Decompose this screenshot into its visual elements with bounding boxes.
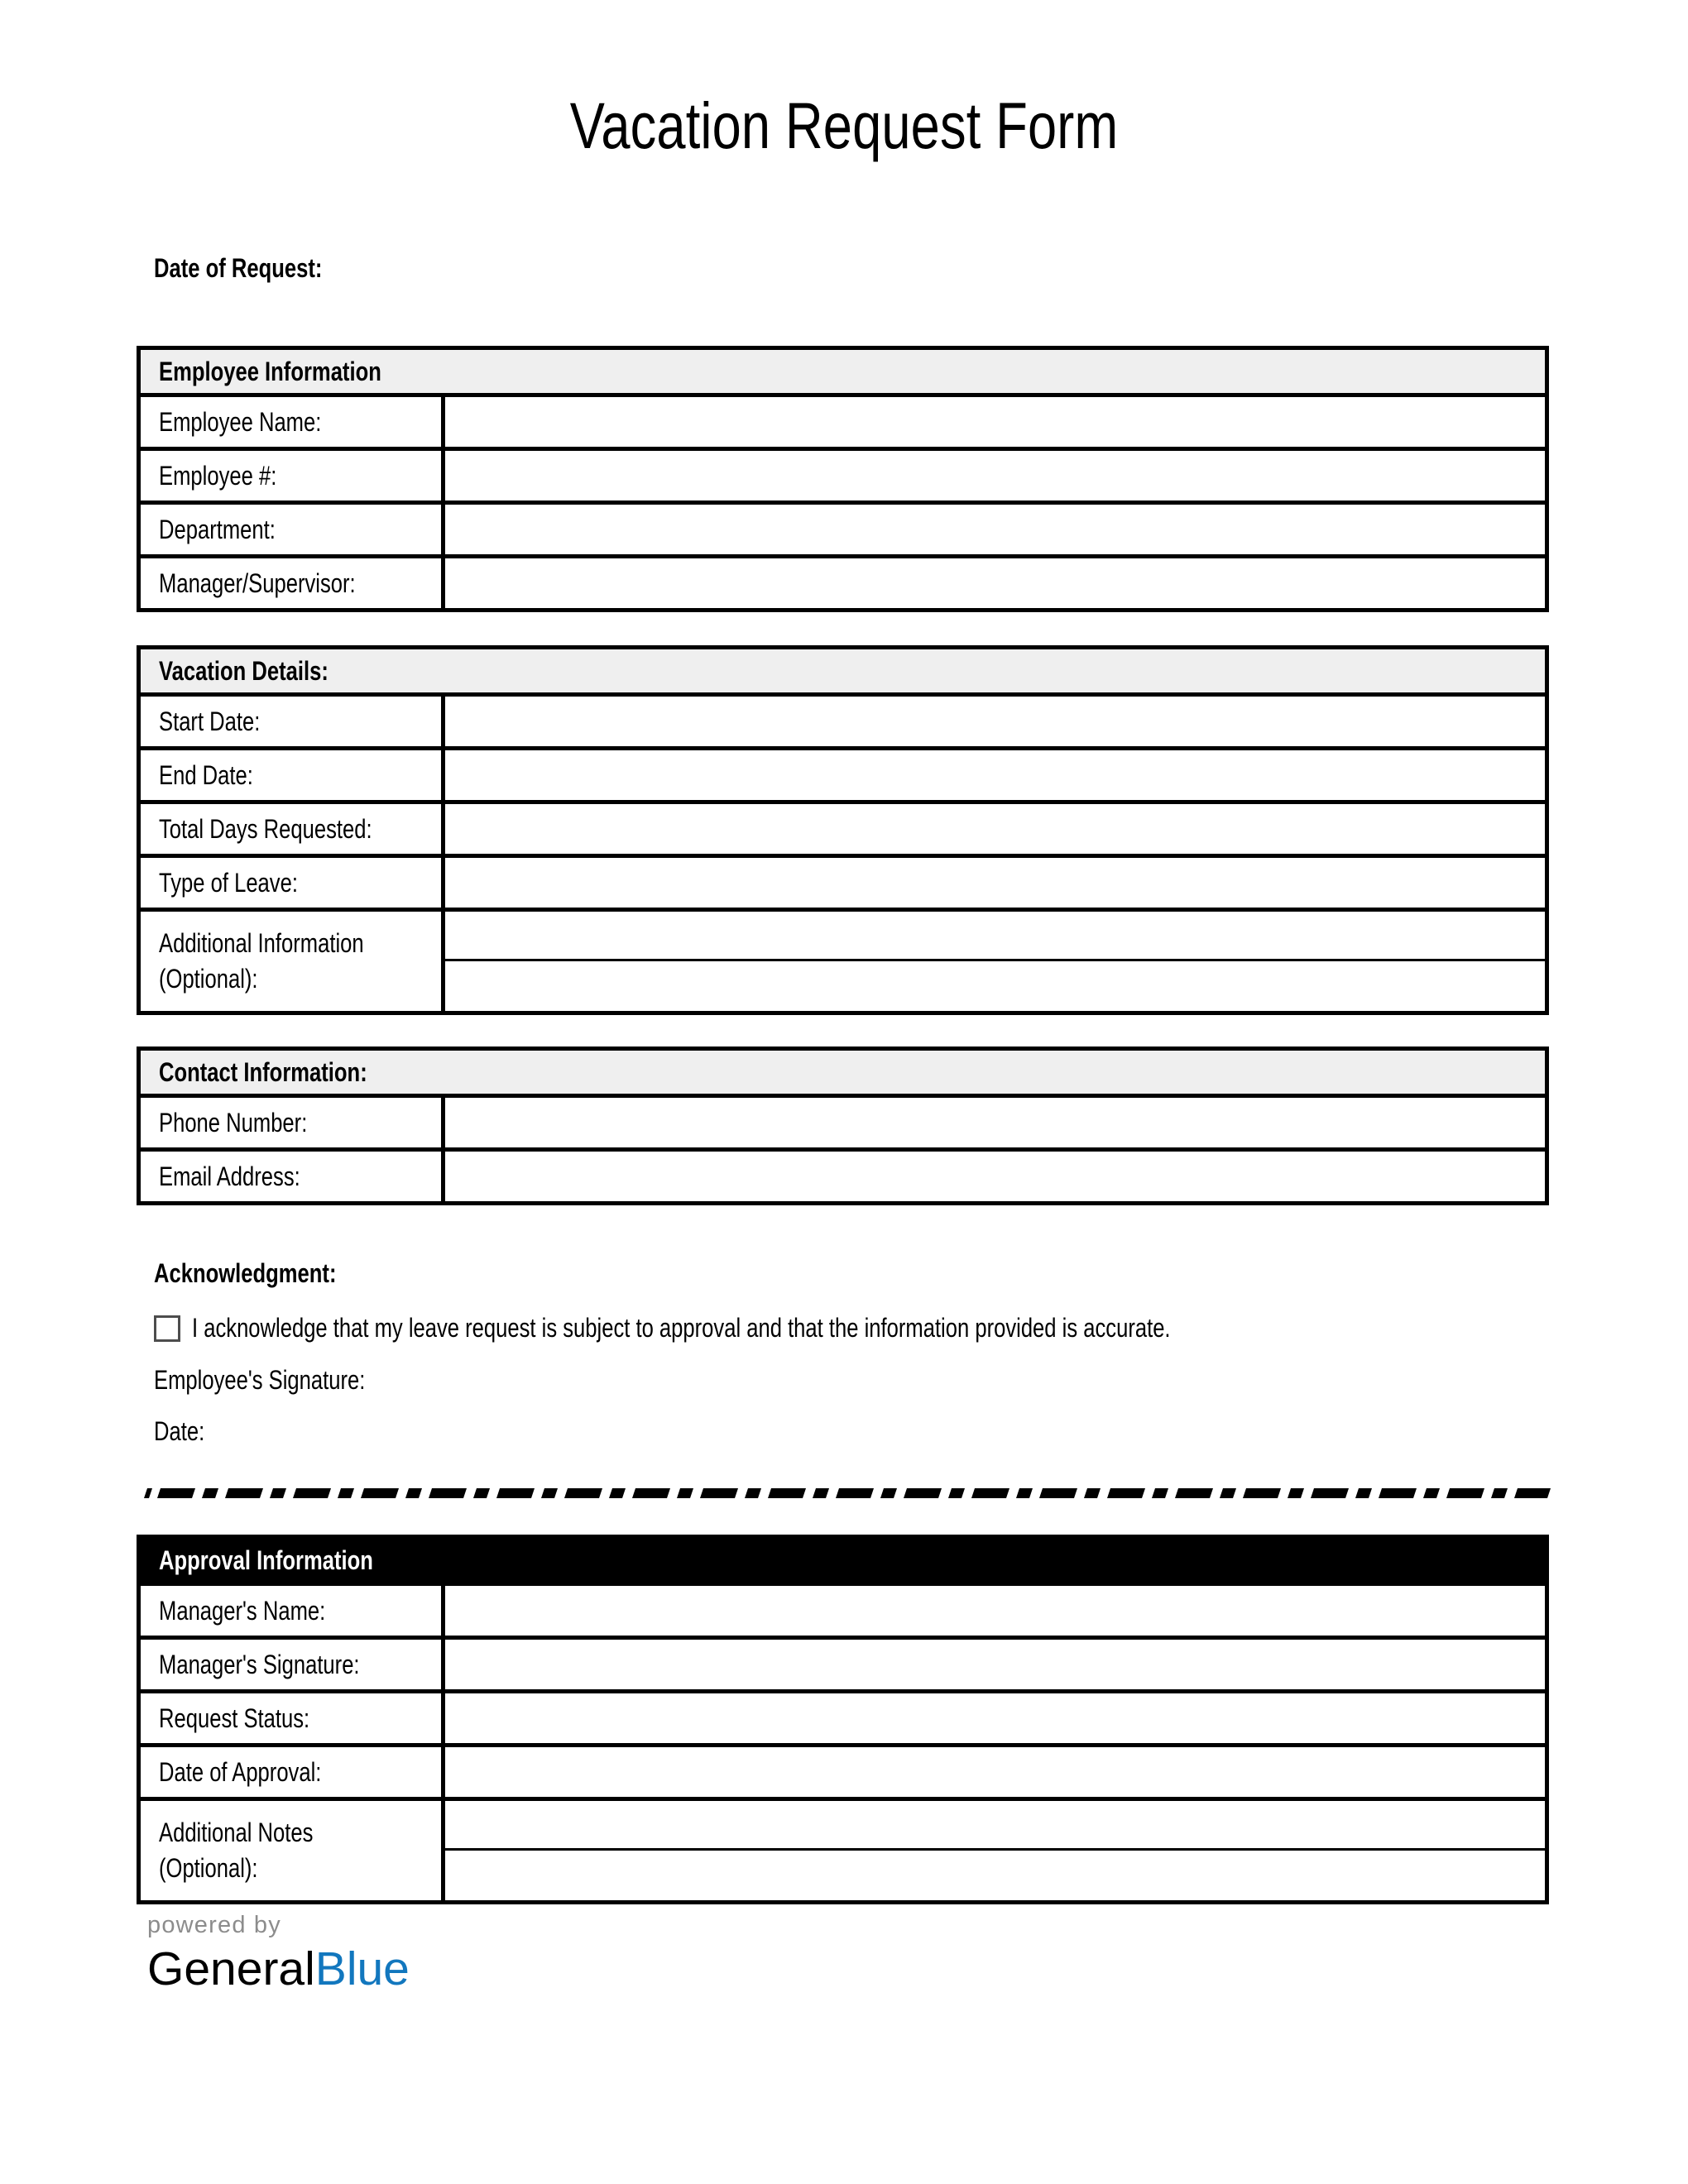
acknowledgment-checkbox-text: I acknowledge that my leave request is subject to approval and that the information provided is accurate. [192,1313,1171,1343]
table-row [141,858,1545,912]
input-box[interactable] [445,505,1545,554]
employee-information-header [141,350,1545,397]
total-days-requested-label [141,804,445,854]
row-label-text: Type of Leave: [159,867,298,898]
managers-name-label [141,1586,445,1636]
employee-name-field[interactable] [445,397,1545,447]
input-box[interactable] [445,1152,1545,1201]
row-label-text-line2: (Optional): [159,1853,258,1883]
manager-supervisor-label [141,558,445,608]
input-box[interactable] [445,804,1545,854]
input-box[interactable] [445,858,1545,908]
input-box[interactable] [445,961,1545,1011]
email-address-field[interactable] [445,1152,1545,1201]
row-label-text: Request Status: [159,1703,310,1733]
row-label-text-line2: (Optional): [159,964,258,994]
row-label-text-line1: Additional Information [159,928,364,959]
phone-number-field[interactable] [445,1098,1545,1147]
table-row [141,1640,1545,1693]
total-days-requested-field[interactable] [445,804,1545,854]
employee-number-field[interactable] [445,451,1545,500]
acknowledgment-date-label [154,1415,1561,1447]
input-box[interactable] [445,697,1545,746]
table-row [141,397,1545,451]
table-row [141,750,1545,804]
table-row [141,505,1545,558]
type-of-leave-label [141,858,445,908]
managers-signature-label [141,1640,445,1689]
row-label-text: End Date: [159,759,253,790]
vacation-details-header [141,649,1545,697]
input-box[interactable] [445,1693,1545,1743]
manager-supervisor-field[interactable] [445,558,1545,608]
input-box[interactable] [445,1747,1545,1797]
end-date-label [141,750,445,800]
contact-information-header-label: Contact Information: [159,1057,367,1087]
date-of-request-label [154,252,364,284]
approval-information-table [137,1535,1549,1904]
input-box[interactable] [445,1586,1545,1636]
type-of-leave-field[interactable] [445,858,1545,908]
end-date-field[interactable] [445,750,1545,800]
row-label-text: Manager/Supervisor: [159,568,356,598]
table-row [141,912,1545,1011]
table-row [141,1693,1545,1747]
table-row [141,1747,1545,1801]
acknowledgment-checkbox[interactable] [154,1315,180,1342]
email-address-label [141,1152,445,1201]
input-box[interactable] [445,451,1545,500]
row-label-text: Manager's Name: [159,1595,326,1626]
input-box[interactable] [445,1801,1545,1851]
acknowledgment-title [154,1257,1561,1289]
request-status-field[interactable] [445,1693,1545,1743]
vacation-details-table [137,645,1549,1015]
additional-notes-label [141,1801,445,1900]
input-box[interactable] [445,1640,1545,1689]
date-of-approval-field[interactable] [445,1747,1545,1797]
employee-signature-label [154,1364,1561,1396]
input-box[interactable] [445,912,1545,961]
approval-information-header [141,1539,1545,1586]
table-row [141,697,1545,750]
department-label [141,505,445,554]
row-label-text: Email Address: [159,1161,300,1191]
brand-name [147,1942,410,1997]
table-row [141,1098,1545,1152]
row-label-text-line1: Additional Notes [159,1818,314,1848]
page-title: Vacation Request Form [569,89,1119,162]
input-box[interactable] [445,397,1545,447]
row-label-text: Manager's Signature: [159,1649,360,1679]
acknowledgment-title-text: Acknowledgment: [154,1258,337,1288]
row-label-text: Employee Name: [159,406,322,437]
brand-blue-text: Blue [314,1942,410,1995]
acknowledgment-date-text: Date: [154,1416,205,1447]
start-date-label [141,697,445,746]
employee-information-header-label: Employee Information [159,357,381,386]
table-row [141,804,1545,858]
vacation-details-header-label: Vacation Details: [159,656,328,686]
employee-name-label [141,397,445,447]
employee-information-table [137,346,1549,612]
row-label-text: Start Date: [159,706,261,736]
generalblue-logo [147,1913,410,1996]
employee-number-label [141,451,445,500]
approval-information-header-label: Approval Information [159,1545,373,1575]
row-label-text: Total Days Requested: [159,813,372,844]
date-of-approval-label [141,1747,445,1797]
table-row [141,451,1545,505]
contact-information-header [141,1051,1545,1098]
employee-signature-text: Employee's Signature: [154,1364,366,1395]
row-label-text: Department: [159,514,276,544]
phone-number-label [141,1098,445,1147]
date-of-request-text: Date of Request: [154,253,323,283]
acknowledgment-checkbox-label [192,1312,1415,1343]
row-label-text: Date of Approval: [159,1756,322,1787]
additional-notes-field[interactable] [445,1801,1545,1900]
request-status-label [141,1693,445,1743]
input-box[interactable] [445,750,1545,800]
table-row [141,558,1545,608]
cut-line-separator [139,1485,1551,1503]
managers-name-field[interactable] [445,1586,1545,1636]
input-box[interactable] [445,1098,1545,1147]
additional-information-label [141,912,445,1011]
powered-by-label: powered by [147,1912,281,1938]
contact-information-table [137,1046,1549,1205]
scissors-cut-dash-icon [139,1485,1551,1503]
row-label-text: Employee #: [159,460,277,491]
table-row [141,1152,1545,1201]
table-row [141,1586,1545,1640]
brand-general-text: General [147,1942,315,1995]
input-box[interactable] [445,1851,1545,1900]
additional-information-field[interactable] [445,912,1545,1011]
table-row [141,1801,1545,1900]
acknowledgment-section [154,1257,1561,1448]
row-label-text: Phone Number: [159,1107,308,1138]
managers-signature-field[interactable] [445,1640,1545,1689]
acknowledgment-checkbox-row[interactable] [154,1312,1561,1343]
start-date-field[interactable] [445,697,1545,746]
department-field[interactable] [445,505,1545,554]
input-box[interactable] [445,558,1545,608]
